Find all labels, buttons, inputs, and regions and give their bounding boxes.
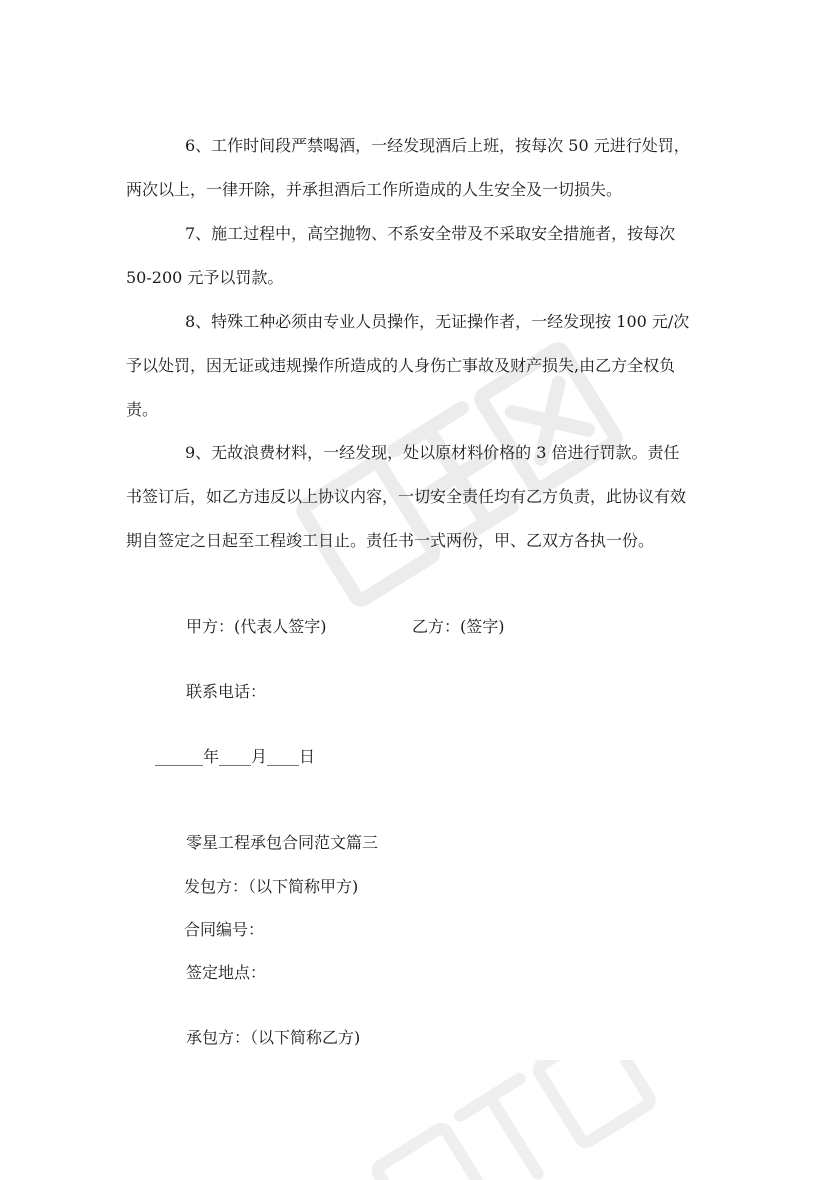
watermark-stamp-bottom (330, 1060, 690, 1180)
employer-line: 发包方：（以下简称甲方) (184, 877, 359, 896)
party-b-signature: 乙方：(签字) (412, 617, 505, 636)
contractor-line: 承包方：（以下简称乙方) (186, 1028, 361, 1047)
clause-9-line-3: 期自签定之日起至工程竣工日止。责任书一式两份，甲、乙双方各执一份。 (126, 531, 655, 550)
clause-8-line-1: 8、特殊工种必须由专业人员操作，无证操作者，一经发现按 100 元/次 (185, 312, 690, 331)
clause-8-line-2: 予以处罚，因无证或违规操作所造成的人身伤亡事故及财产损失,由乙方全权负 (126, 356, 676, 375)
clause-9-line-1: 9、无故浪费材料，一经发现，处以原材料价格的 3 倍进行罚款。责任 (185, 443, 680, 462)
contact-phone-label: 联系电话： (186, 682, 267, 701)
clause-7-line-2: 50-200 元予以罚款。 (126, 268, 284, 287)
date-line: ______年____月____日 (155, 747, 316, 766)
clause-6-line-2: 两次以上，一律开除，并承担酒后工作所造成的人生安全及一切损失。 (126, 180, 623, 199)
clause-9-line-2: 书签订后，如乙方违反以上协议内容，一切安全责任均有乙方负责，此协议有效 (126, 487, 687, 506)
clause-8-line-3: 责。 (126, 400, 159, 419)
clause-6-line-1: 6、工作时间段严禁喝酒，一经发现酒后上班，按每次 50 元进行处罚， (185, 136, 690, 155)
party-a-signature: 甲方：(代表人签字) (186, 617, 327, 636)
clause-7-line-1: 7、施工过程中，高空抛物、不系安全带及不采取安全措施者，按每次 (185, 224, 676, 243)
contract-number-line: 合同编号： (184, 920, 265, 939)
section-title: 零星工程承包合同范文篇三 (186, 833, 379, 852)
signing-place-line: 签定地点： (186, 963, 267, 982)
